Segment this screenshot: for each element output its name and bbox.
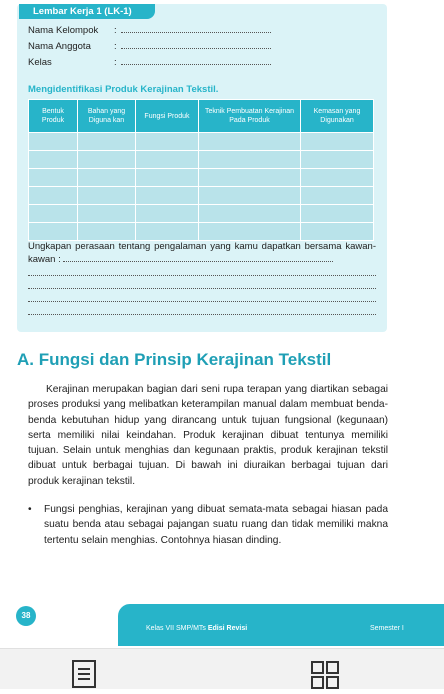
table-header-cell: Kemasan yang Digunakan: [301, 100, 374, 133]
table-cell: [136, 187, 199, 205]
field-blank: [121, 40, 271, 49]
table-cell: [78, 205, 136, 223]
table-cell: [136, 133, 199, 151]
table-cell: [29, 151, 78, 169]
table-cell: [78, 187, 136, 205]
section-paragraph: Kerajinan merupakan bagian dari seni rupa terapan yang diartikan sebagai proses produksi yang melibatkan keterampilan manual dalam membuat benda-benda kebutuhan hidup yang dirancang untuk tujuan fungsional (kegunaan) serta memiliki nilai keindahan. Produk kerajinan dibuat tentunya memiliki tujuan. Selain untuk menghias dan kegunaan praktis, produk kerajinan tekstil dibuat untuk berbagai tujuan. Di bawah ini diuraikan berbagai tujuan dari produk kerajinan tekstil.: [28, 384, 388, 487]
table-cell: [78, 151, 136, 169]
table-cell: [136, 169, 199, 187]
bottom-navbar: [0, 648, 444, 689]
table-cell: [136, 223, 199, 241]
table-header-cell: Fungsi Produk: [136, 100, 199, 133]
table-header-cell: Bentuk Produk: [29, 100, 78, 133]
table-cell: [199, 151, 301, 169]
table-row: [29, 205, 374, 223]
table-cell: [301, 133, 374, 151]
footer-book-prefix: Kelas VII SMP/MTs: [146, 625, 208, 632]
reflection-line: [28, 314, 376, 315]
document-list-icon[interactable]: [70, 659, 98, 694]
table-header-row: [29, 100, 374, 133]
table-cell: [29, 133, 78, 151]
footer-book-title: [146, 625, 247, 632]
field-label: Nama Anggota: [28, 41, 91, 52]
table-cell: [199, 169, 301, 187]
table-cell: [301, 187, 374, 205]
section-heading: A. Fungsi dan Prinsip Kerajinan Tekstil: [17, 350, 332, 369]
table-cell: [301, 223, 374, 241]
table-cell: [301, 205, 374, 223]
field-nama-anggota: [28, 40, 271, 52]
reflection-line: [28, 301, 376, 302]
field-kelas: [28, 56, 271, 68]
reflection-prompt: [28, 240, 376, 266]
field-separator: :: [114, 57, 117, 68]
reflection-text: Ungkapan perasaan tentang pengalaman yang kamu dapatkan bersama kawan-kawan :: [28, 241, 376, 265]
table-row: [29, 169, 374, 187]
table-cell: [29, 223, 78, 241]
footer-book-edition: Edisi Revisi: [207, 625, 248, 632]
table-cell: [78, 169, 136, 187]
field-label: Kelas: [28, 57, 52, 68]
reflection-blank: [63, 253, 333, 262]
table-row: [29, 151, 374, 169]
table-header-cell: Bahan yang Diguna kan: [78, 100, 136, 133]
table-cell: [301, 151, 374, 169]
table-cell: [199, 223, 301, 241]
field-separator: :: [114, 25, 117, 36]
table-cell: [78, 133, 136, 151]
table-row: [29, 223, 374, 241]
page-number: 38: [16, 606, 36, 626]
table-cell: [29, 169, 78, 187]
field-blank: [121, 24, 271, 33]
bullet-dot-icon: •: [28, 504, 32, 515]
table-cell: [301, 169, 374, 187]
worksheet-table: [28, 99, 374, 241]
field-nama-kelompok: [28, 24, 271, 36]
table-row: [29, 187, 374, 205]
worksheet-section-title: Mengidentifikasi Produk Kerajinan Tekstil.: [28, 84, 219, 95]
table-cell: [29, 187, 78, 205]
table-cell: [199, 205, 301, 223]
table-cell: [136, 205, 199, 223]
field-label: Nama Kelompok: [28, 25, 99, 36]
table-cell: [199, 187, 301, 205]
table-cell: [199, 133, 301, 151]
table-cell: [78, 223, 136, 241]
bullet-item: [28, 502, 388, 548]
field-blank: [121, 56, 271, 65]
footer-semester: Semester I: [370, 625, 404, 632]
table-row: [29, 133, 374, 151]
bullet-text: Fungsi penghias, kerajinan yang dibuat semata-mata sebagai hiasan pada suatu benda atau sebagai pajangan suatu ruang dan tidak memiliki makna tertentu selain menghias. Contohnya hiasan dinding.: [44, 504, 388, 546]
reflection-line: [28, 288, 376, 289]
table-cell: [136, 151, 199, 169]
worksheet-tab-label: Lembar Kerja 1 (LK-1): [19, 4, 155, 19]
field-separator: :: [114, 41, 117, 52]
grid-icon[interactable]: [310, 661, 340, 694]
reflection-line: [28, 275, 376, 276]
table-header-cell: Teknik Pembuatan Kerajinan Pada Produk: [199, 100, 301, 133]
table-cell: [29, 205, 78, 223]
